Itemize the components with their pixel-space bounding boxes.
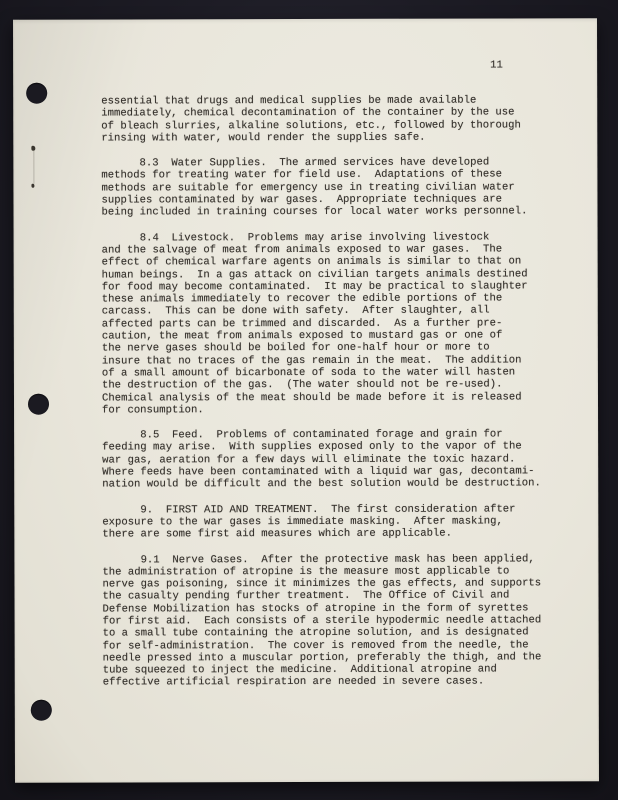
margin-speck bbox=[31, 146, 35, 151]
hole-punch-bottom bbox=[30, 699, 51, 720]
hole-punch-top bbox=[26, 82, 47, 103]
paragraph-continuation: essential that drugs and medical supplies be made available immediately, chemical decontamination of the container by the use of bleach slurries, alkaline solutions, etc., followed by thorough rinsing with water, would render the supplies safe. bbox=[101, 94, 521, 145]
paragraph-section-9-first-aid: 9. FIRST AID AND TREATMENT. The first consideration after exposure to the war gases is immediate masking. After masking, there are some first aid measures which are applicable. bbox=[102, 503, 516, 541]
paragraph-section-8-4-livestock: 8.4 Livestock. Problems may arise involving livestock and the salvage of meat from animals exposed to war gases. The effect of chemical warfare agents on animals is similar to that on human beings. In a gas attack on civilian targets animals destined for food may become contaminated. It may be practical to slaughter these animals immediately to recover the edible portions of the carcass. This can be done with safety. After slaughter, all affected parts can be trimmed and discarded. As a further pre- caution, the meat from animals exposed to mustard gas or one of the nerve gases should be boiled for one-half hour or more to insure that no traces of the gas remain in the meat. The addition of a small amount of bicarbonate of soda to the water will hasten the destruction of the gas. (The water should not be re-used). Chemical analysis of the meat should be made before it is released for consumption. bbox=[101, 231, 528, 417]
hole-punch-middle bbox=[27, 393, 48, 414]
page-number: 11 bbox=[490, 59, 503, 72]
paragraph-section-8-5-feed: 8.5 Feed. Problems of contaminated forage and grain for feeding may arise. With supplies exposed only to the vapor of the war gas, aeration for a few days will eliminate the toxic hazard. Where feeds have been contaminated with a liquid war gas, decontami- nation would be difficult and the best solution would be destruction. bbox=[102, 428, 541, 491]
paragraph-section-9-1-nerve-gases: 9.1 Nerve Gases. After the protective mask has been applied, the administration of atropine is the measure most applicable to nerve gas poisoning, since it minimizes the gas effects, and supports the casualty pending further treatment. The Office of Civil and Defense Mobilization has stocks of atropine in the form of syrettes for first aid. Each consists of a sterile hypodermic needle attached to a small tube containing the atropine solution, and is designated for self-administration. The cover is removed from the needle, the needle pressed into a muscular portion, preferably the thigh, and the tube squeezed to inject the medicine. Additional atropine and effective artificial respiration are needed in severe cases. bbox=[102, 552, 542, 690]
margin-speck bbox=[31, 184, 34, 188]
page-body bbox=[101, 94, 563, 702]
paragraph-section-8-3-water-supplies: 8.3 Water Supplies. The armed services have developed methods for treating water for field use. Adaptations of these methods are suitable for emergency use in treating civilian water supplies contaminated by war gases. Appropriate techniques are being included in training courses for local water works personnel. bbox=[101, 156, 528, 219]
margin-scratch bbox=[33, 151, 34, 184]
scanned-page bbox=[13, 18, 599, 783]
